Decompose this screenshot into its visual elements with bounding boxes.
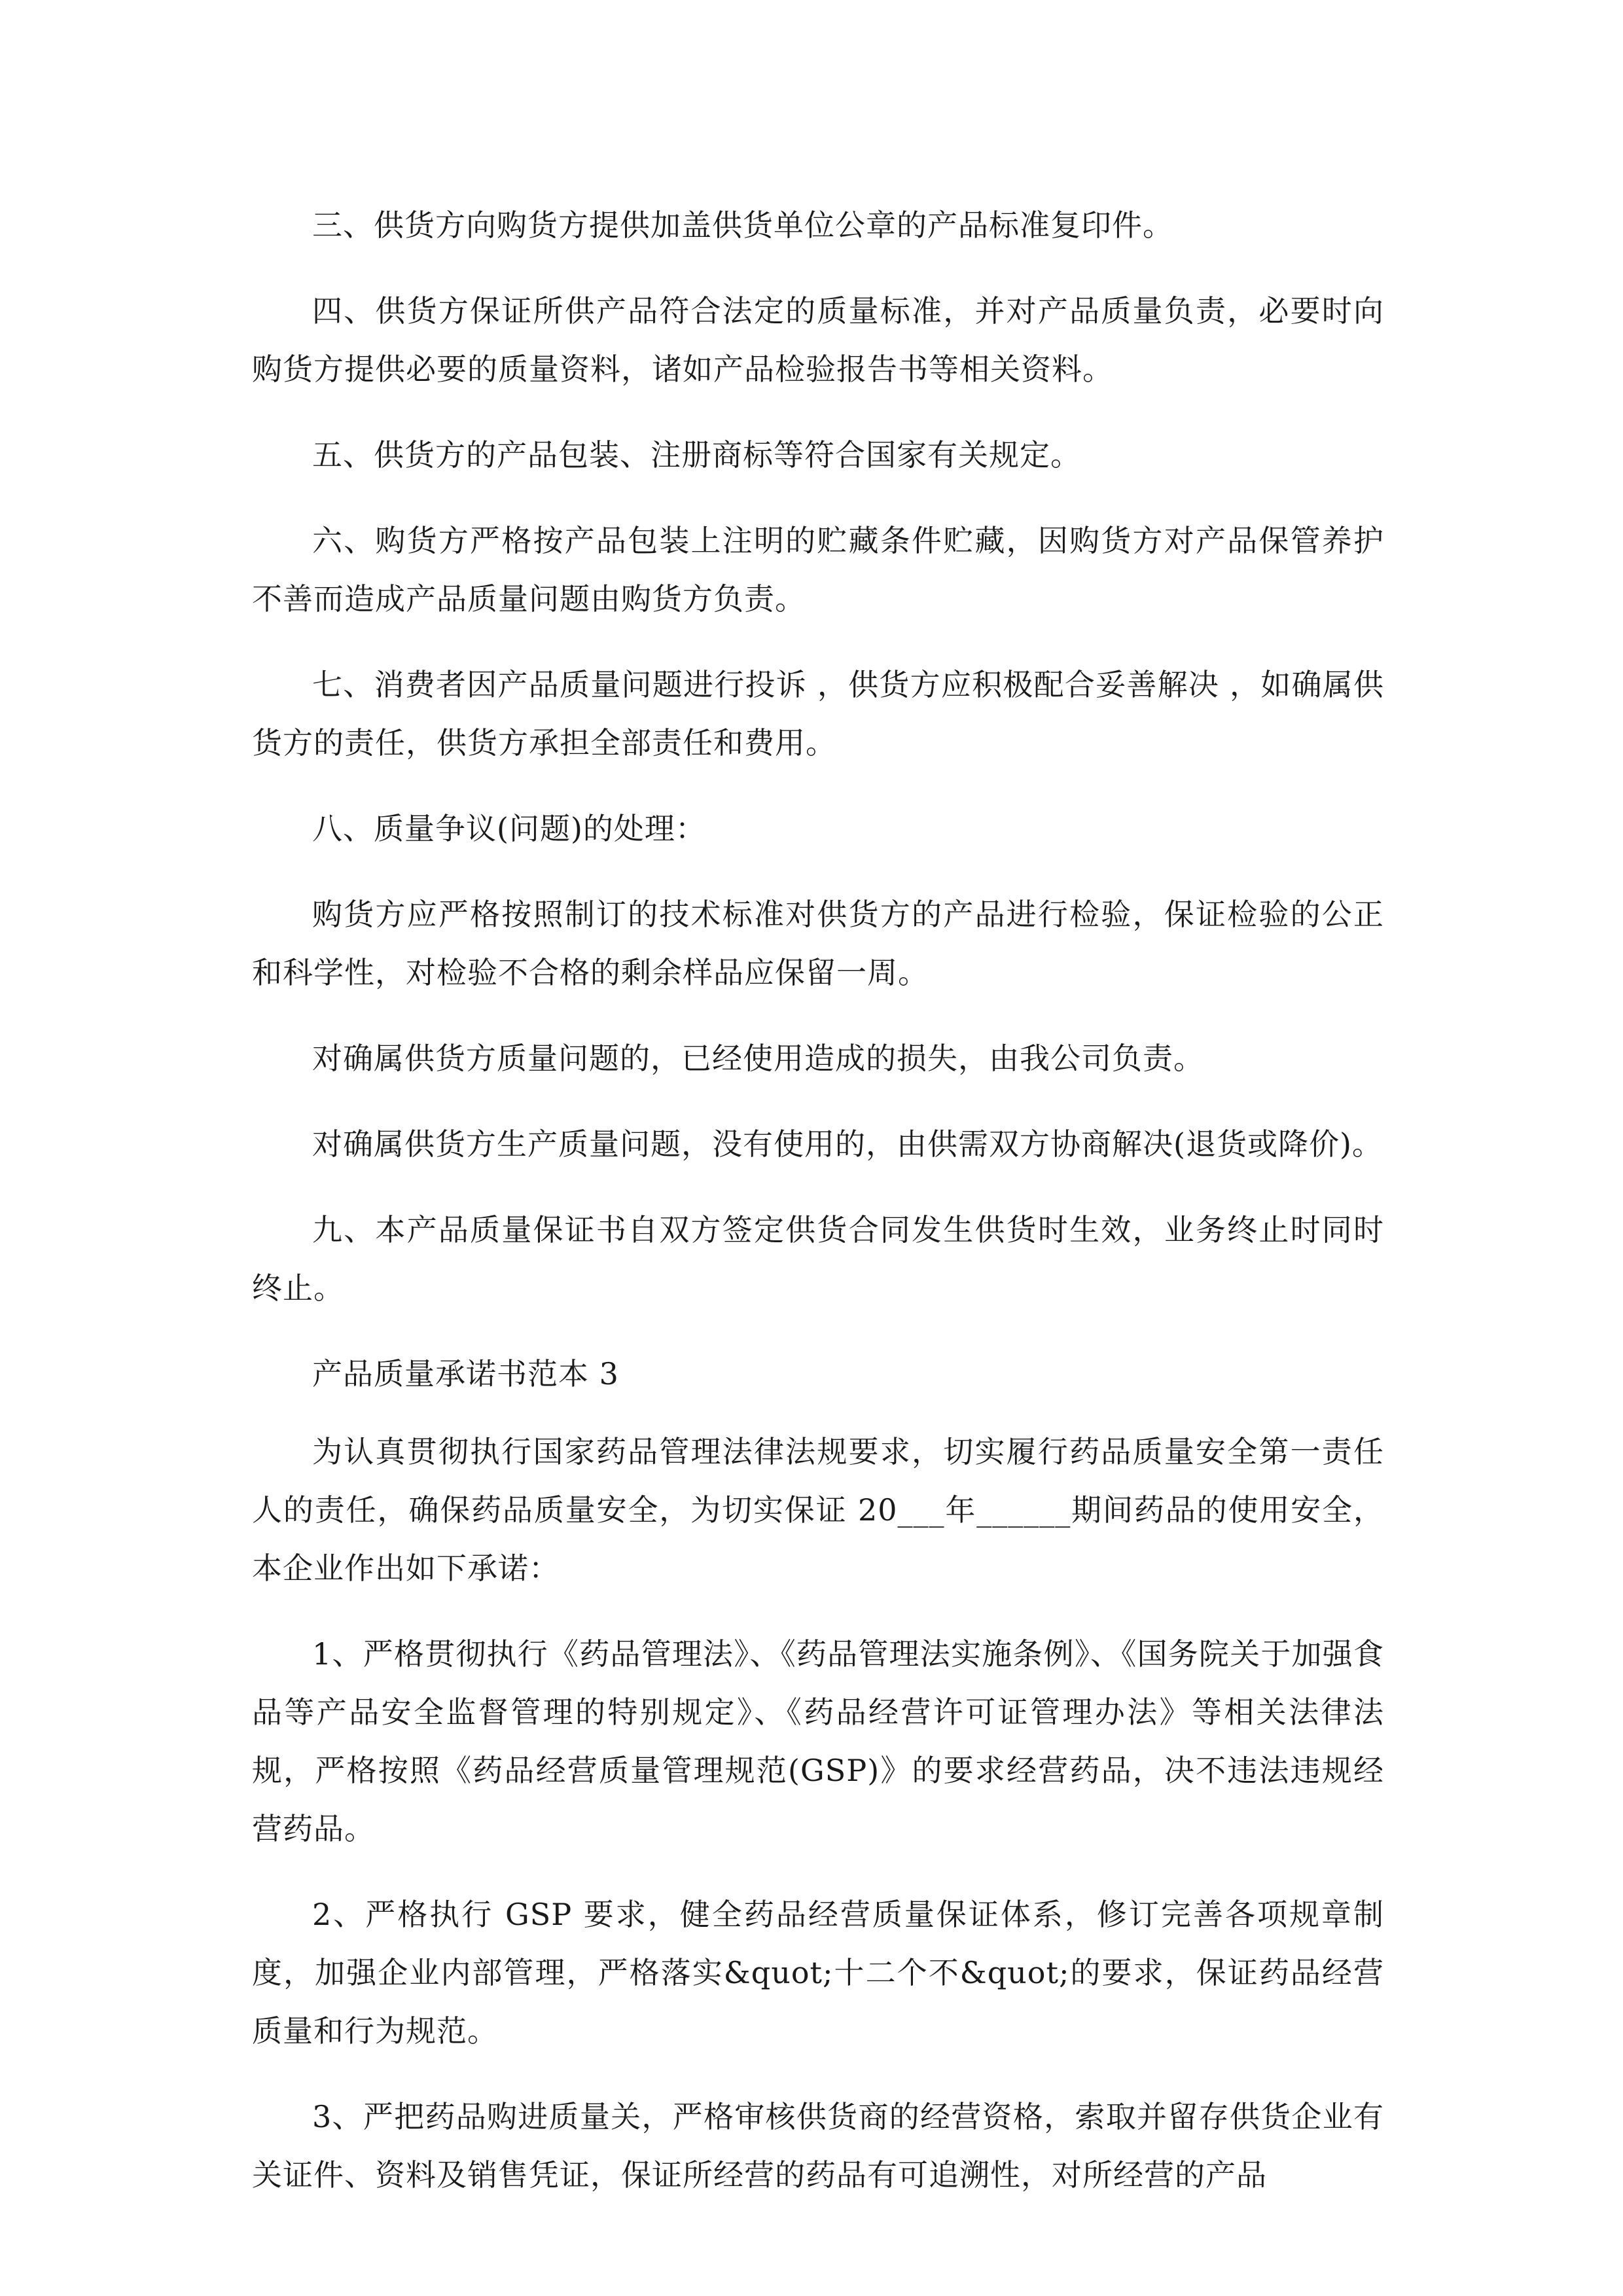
paragraph-item-4: 四、供货方保证所供产品符合法定的质量标准，并对产品质量负责，必要时向购货方提供必要的质量资料，诸如产品检验报告书等相关资料。 (252, 293, 1384, 387)
paragraph-item-6: 六、购货方严格按产品包装上注明的贮藏条件贮藏，因购货方对产品保管养护不善而造成产品质量问题由购货方负责。 (252, 523, 1384, 617)
paragraph-commitment-1: 1、严格贯彻执行《药品管理法》、《药品管理法实施条例》、《国务院关于加强食品等产品安全监督管理的特别规定》、《药品经营许可证管理办法》等相关法律法规，严格按照《药品经营质量管理规范(GSP)》的要求经营药品，决不违法违规经营药品。 (252, 1636, 1384, 1846)
paragraph-dispute-unused: 对确属供货方生产质量问题，没有使用的，由供需双方协商解决(退货或降价)。 (312, 1126, 1383, 1162)
paragraph-commitment-2: 2、严格执行 GSP 要求，健全药品经营质量保证体系，修订完善各项规章制度，加强企业内部管理，严格落实&quot;十二个不&quot;的要求，保证药品经营质量和行为规范。 (252, 1897, 1384, 2049)
paragraph-item-9: 九、本产品质量保证书自双方签定供货合同发生供货时生效，业务终止时同时终止。 (252, 1212, 1384, 1306)
paragraph-item-5: 五、供货方的产品包装、注册商标等符合国家有关规定。 (312, 437, 1081, 473)
paragraph-item-7: 七、消费者因产品质量问题进行投诉 ，供货方应积极配合妥善解决 ，如确属供货方的责任，供货方承担全部责任和费用。 (252, 667, 1384, 761)
document-body (252, 196, 1384, 2232)
paragraph-item-8: 八、质量争议(问题)的处理： (312, 811, 706, 846)
section-heading: 产品质量承诺书范本 3 (312, 1356, 619, 1391)
paragraph-intro: 为认真贯彻执行国家药品管理法律法规要求，切实履行药品质量安全第一责任人的责任，确保药品质量安全，为切实保证 20___年______期间药品的使用安全，本企业作出如下承诺： (252, 1434, 1384, 1586)
paragraph-dispute-used: 对确属供货方质量问题的，已经使用造成的损失，由我公司负责。 (312, 1041, 1204, 1076)
paragraph-commitment-3: 3、严把药品购进质量关，严格审核供货商的经营资格，索取并留存供货企业有关证件、资料及销售凭证，保证所经营的药品有可追溯性，对所经营的产品 (252, 2099, 1384, 2193)
paragraph-item-3: 三、供货方向购货方提供加盖供货单位公章的产品标准复印件。 (312, 207, 1173, 243)
paragraph-dispute-inspection: 购货方应严格按照制订的技术标准对供货方的产品进行检验，保证检验的公正和科学性，对检验不合格的剩余样品应保留一周。 (252, 897, 1384, 990)
